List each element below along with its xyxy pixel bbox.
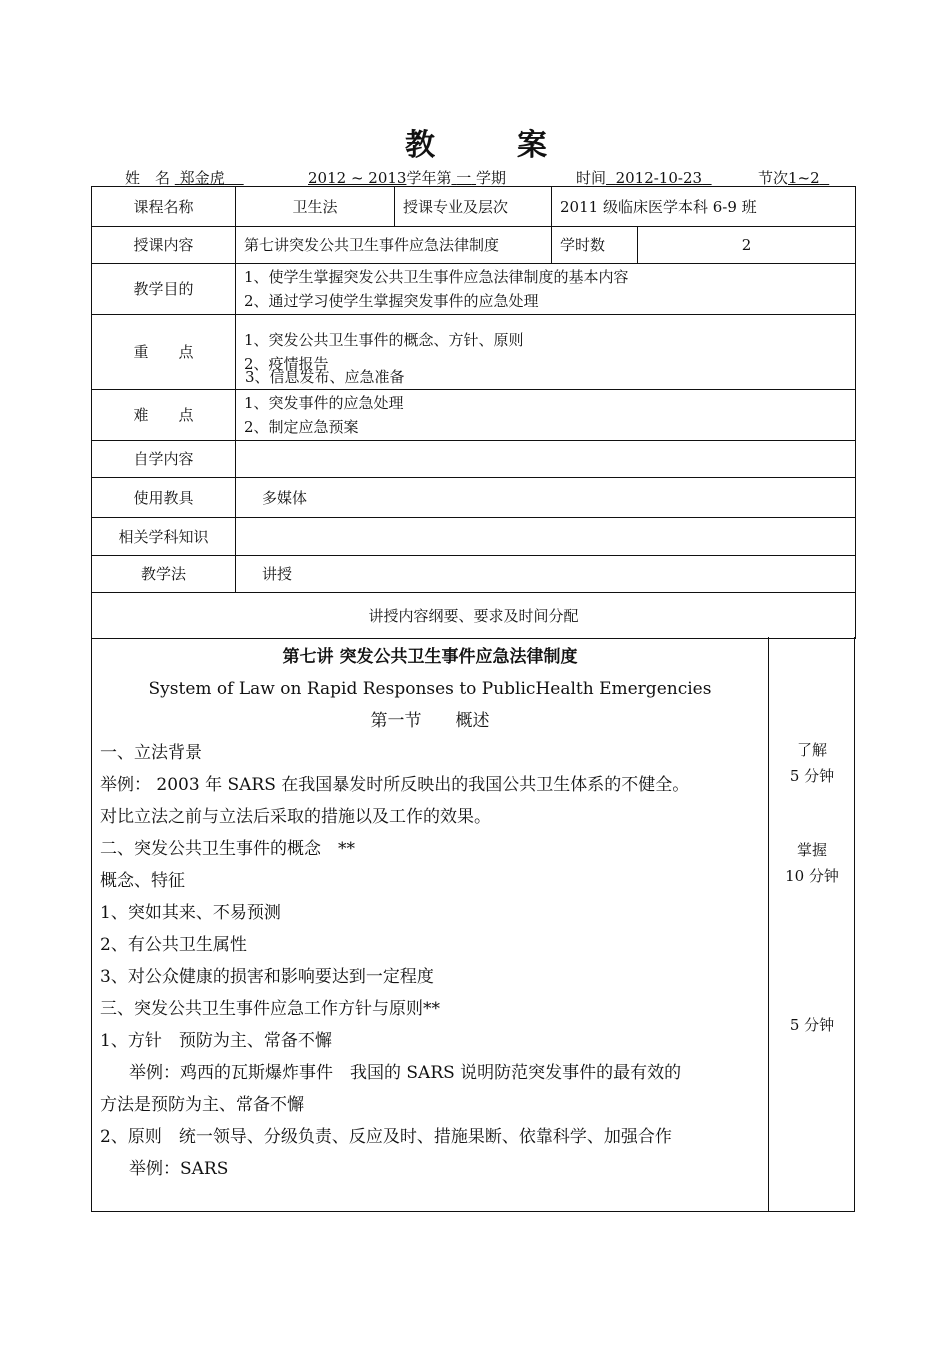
- key-point-item: 3、信息发布、应急准备: [245, 368, 405, 386]
- side-note: [770, 1012, 854, 1038]
- content-line: 概念、特征: [100, 871, 185, 891]
- course-label: 课程名称: [92, 187, 236, 227]
- lesson-plan-table: [91, 186, 856, 639]
- content-value: 第七讲突发公共卫生事件应急法律制度: [236, 227, 552, 264]
- table-row: [92, 187, 856, 227]
- method-value: 讲授: [236, 556, 856, 593]
- content-line: 1、突如其来、不易预测: [100, 903, 281, 923]
- key-point-item: 2、疫情报告: [244, 355, 329, 373]
- lecture-content: [92, 637, 768, 1185]
- side-note-time: 5 分钟: [789, 1016, 835, 1034]
- teacher-name-field: [125, 167, 244, 188]
- related-knowledge-label: 相关学科知识: [92, 518, 236, 556]
- self-study-value: [236, 441, 856, 478]
- key-points-label: 重 点: [92, 315, 236, 390]
- outline-header: 讲授内容纲要、要求及时间分配: [92, 593, 856, 639]
- time-value: 2012-10-23: [615, 169, 703, 187]
- time-label: 时间: [576, 169, 607, 187]
- goal-item: 1、使学生掌握突发公共卫生事件应急法律制度的基本内容: [244, 268, 629, 286]
- side-note: [770, 837, 854, 889]
- title-char-1: 教: [405, 128, 435, 163]
- table-row: [92, 518, 856, 556]
- difficulty-label: 难 点: [92, 390, 236, 441]
- name-value: 郑金虎: [179, 169, 225, 187]
- major-value: 2011 级临床医学本科 6-9 班: [552, 187, 856, 227]
- period-value: 1~2: [788, 169, 820, 187]
- self-study-label: 自学内容: [92, 441, 236, 478]
- name-label: 姓 名: [125, 169, 171, 187]
- content-line: 方法是预防为主、常备不懈: [100, 1095, 304, 1115]
- content-line: 2、原则 统一领导、分级负责、反应及时、措施果断、依靠科学、加强合作: [100, 1127, 672, 1147]
- content-line: 三、突发公共卫生事件应急工作方针与原则**: [100, 999, 440, 1019]
- difficulty-list: [236, 390, 856, 441]
- side-note: [770, 737, 854, 789]
- document-title: [0, 120, 952, 164]
- column-divider: [768, 637, 769, 1211]
- period-field: [758, 167, 829, 188]
- tools-value: 多媒体: [236, 478, 856, 518]
- academic-year-field: [308, 167, 506, 188]
- goal-label: 教学目的: [92, 264, 236, 315]
- table-row: [92, 315, 856, 390]
- lecture-section: [91, 637, 855, 1212]
- content-line: 一、立法背景: [100, 743, 202, 763]
- section-subheading: 第一节 概述: [370, 711, 490, 731]
- content-line: 举例：SARS: [129, 1159, 229, 1179]
- goal-item: 2、通过学习使学生掌握突发事件的应急处理: [244, 292, 539, 310]
- hours-label: 学时数: [552, 227, 638, 264]
- content-line: 3、对公众健康的损害和影响要达到一定程度: [100, 967, 434, 987]
- content-line: 二、突发公共卫生事件的概念 **: [100, 839, 355, 859]
- side-note-label: 掌握: [796, 841, 827, 859]
- date-field: [576, 167, 712, 188]
- table-row: [92, 441, 856, 478]
- difficulty-item: 2、制定应急预案: [244, 418, 359, 436]
- table-row: [92, 478, 856, 518]
- year-value: 2012 ~ 2013: [308, 169, 407, 187]
- related-knowledge-value: [236, 518, 856, 556]
- key-point-item: 1、突发公共卫生事件的概念、方针、原则: [244, 331, 524, 349]
- period-label: 节次: [758, 169, 789, 187]
- lecture-english-title: System of Law on Rapid Responses to PublicHealth Emergencies: [148, 679, 712, 699]
- hours-value: 2: [638, 227, 856, 264]
- table-row: [92, 556, 856, 593]
- content-line: 举例： 2003 年 SARS 在我国暴发时所反映出的我国公共卫生体系的不健全。: [100, 775, 690, 795]
- content-line: 2、有公共卫生属性: [100, 935, 247, 955]
- term-text: 学期: [476, 169, 507, 187]
- content-line: 对比立法之前与立法后采取的措施以及工作的效果。: [100, 807, 491, 827]
- content-line: 1、方针 预防为主、常备不懈: [100, 1031, 332, 1051]
- tools-label: 使用教具: [92, 478, 236, 518]
- goal-list: [236, 264, 856, 315]
- side-note-label: 了解: [796, 741, 827, 759]
- side-note-time: 10 分钟: [785, 867, 839, 885]
- side-note-time: 5 分钟: [789, 767, 835, 785]
- major-label: 授课专业及层次: [395, 187, 552, 227]
- content-line: 举例：鸡西的瓦斯爆炸事件 我国的 SARS 说明防范突发事件的最有效的: [129, 1063, 682, 1083]
- table-row: [92, 227, 856, 264]
- table-row: [92, 264, 856, 315]
- table-row: [92, 390, 856, 441]
- title-char-2: 案: [517, 128, 547, 163]
- year-text: 学年第: [406, 169, 452, 187]
- table-row: [92, 593, 856, 639]
- lecture-heading: 第七讲 突发公共卫生事件应急法律制度: [282, 647, 578, 667]
- content-label: 授课内容: [92, 227, 236, 264]
- course-value: 卫生法: [236, 187, 395, 227]
- difficulty-item: 1、突发事件的应急处理: [244, 394, 404, 412]
- term-value: 一: [456, 169, 472, 187]
- method-label: 教学法: [92, 556, 236, 593]
